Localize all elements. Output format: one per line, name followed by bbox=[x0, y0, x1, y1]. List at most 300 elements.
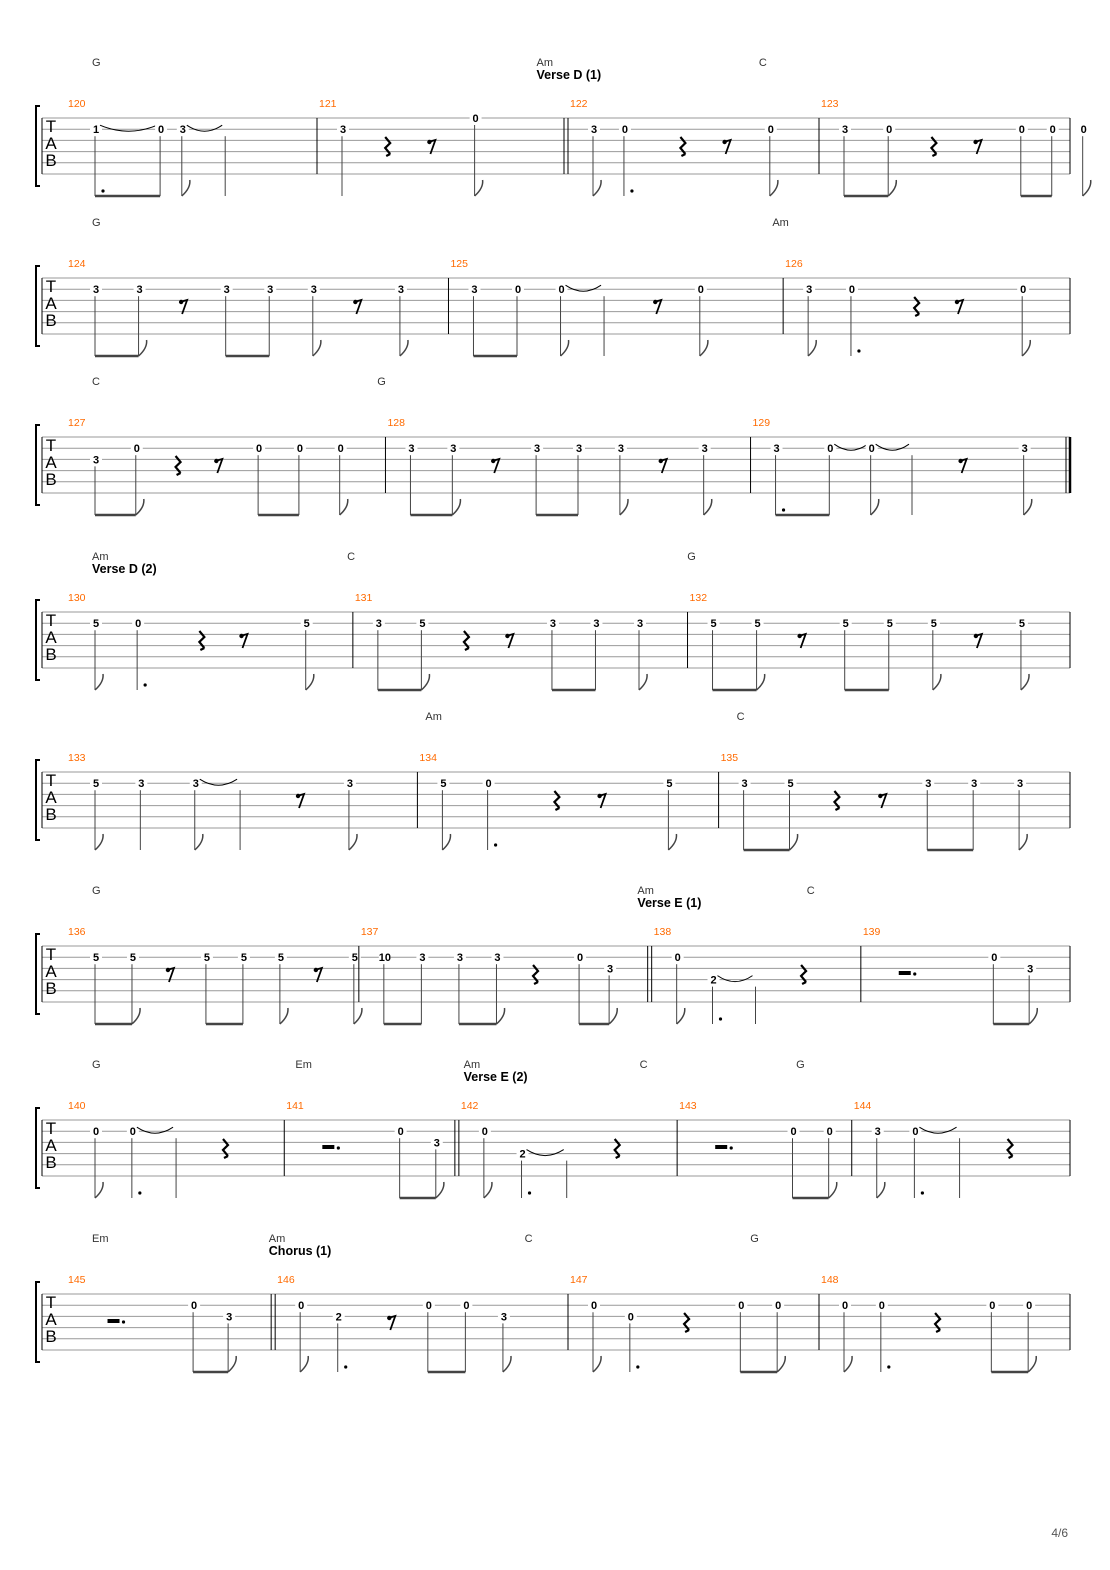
half-rest bbox=[322, 1145, 334, 1149]
fret-number: 0 bbox=[989, 1300, 996, 1313]
dot bbox=[857, 349, 860, 352]
tab-clef-letter: A bbox=[45, 134, 57, 153]
note-flag bbox=[95, 834, 103, 850]
fret-number: 0 bbox=[92, 1126, 100, 1139]
system-bracket bbox=[36, 760, 40, 840]
note-flag bbox=[757, 674, 765, 690]
fret-number: 5 bbox=[1018, 618, 1026, 631]
system-bracket bbox=[36, 425, 40, 505]
note-flag bbox=[668, 834, 676, 850]
measure-number: 125 bbox=[450, 258, 469, 270]
system-bracket bbox=[36, 934, 40, 1014]
quarter-rest bbox=[935, 1313, 940, 1332]
tab-clef-letter: T bbox=[45, 611, 57, 630]
quarter-rest bbox=[1008, 1139, 1013, 1158]
tab-clef-letter: T bbox=[45, 771, 57, 790]
fret-number: 0 bbox=[590, 1300, 598, 1313]
note-flag bbox=[452, 499, 460, 515]
section-label: Verse E (1) bbox=[637, 896, 702, 910]
note-flag bbox=[442, 834, 450, 850]
fret-number: 5 bbox=[303, 618, 310, 631]
fret-number: 5 bbox=[203, 952, 210, 965]
fret-number: 0 bbox=[135, 618, 142, 631]
tab-clef-letter: B bbox=[45, 470, 57, 489]
note-flag bbox=[609, 1008, 617, 1024]
fret-number: 5 bbox=[930, 618, 937, 631]
chord-name: C bbox=[758, 57, 767, 69]
fret-number: 3 bbox=[874, 1126, 881, 1139]
tab-clef-letter: A bbox=[45, 962, 57, 981]
tie bbox=[566, 285, 602, 291]
fret-number: 3 bbox=[397, 284, 404, 297]
measure-number: 147 bbox=[570, 1274, 588, 1286]
system-bracket bbox=[36, 106, 40, 186]
fret-number: 0 bbox=[1018, 124, 1025, 137]
eighth-rest-dot bbox=[505, 634, 509, 638]
half-rest bbox=[899, 971, 911, 975]
fret-number: 3 bbox=[1017, 778, 1024, 791]
fret-number: 5 bbox=[240, 952, 247, 965]
fret-number: 3 bbox=[741, 778, 748, 791]
fret-number: 2 bbox=[710, 974, 717, 987]
fret-number: 3 bbox=[408, 443, 415, 456]
tie bbox=[919, 1127, 956, 1133]
tab-clef-letter: T bbox=[45, 436, 57, 455]
fret-number: 0 bbox=[1080, 124, 1087, 137]
note-flag bbox=[421, 674, 429, 690]
quarter-rest bbox=[385, 137, 390, 156]
note-flag bbox=[195, 834, 203, 850]
chord-name: Am bbox=[536, 57, 554, 69]
note-flag bbox=[132, 1008, 140, 1024]
measure-number: 131 bbox=[354, 592, 373, 604]
chord-name: G bbox=[687, 551, 696, 563]
note-flag bbox=[829, 1182, 837, 1198]
fret-number: 3 bbox=[92, 284, 100, 297]
note-flag bbox=[436, 1182, 444, 1198]
fret-number: 2 bbox=[335, 1311, 342, 1324]
note-flag bbox=[484, 1182, 492, 1198]
fret-number: 0 bbox=[790, 1126, 797, 1139]
fret-number: 0 bbox=[158, 124, 165, 137]
note-flag bbox=[620, 499, 628, 515]
measure-number: 123 bbox=[821, 98, 839, 110]
dot bbox=[528, 1191, 531, 1194]
eighth-rest-dot bbox=[166, 968, 170, 972]
dot bbox=[138, 1191, 141, 1194]
tab-clef-letter: A bbox=[45, 294, 57, 313]
tie bbox=[100, 125, 157, 131]
tie bbox=[718, 976, 753, 982]
tab-system bbox=[36, 711, 1070, 850]
measure-number: 121 bbox=[319, 98, 337, 110]
half-rest bbox=[715, 1145, 727, 1149]
chord-name: Em bbox=[92, 1233, 109, 1245]
section-label: Verse E (2) bbox=[463, 1070, 528, 1084]
fret-number: 3 bbox=[617, 443, 624, 456]
fret-number: 0 bbox=[129, 1126, 136, 1139]
fret-number: 5 bbox=[419, 618, 426, 631]
eighth-rest-dot bbox=[179, 300, 183, 304]
note-flag bbox=[340, 499, 348, 515]
fret-number: 3 bbox=[346, 778, 353, 791]
note-flag bbox=[228, 1356, 236, 1372]
fret-number: 10 bbox=[378, 952, 391, 965]
fret-number: 3 bbox=[471, 284, 478, 297]
fret-number: 5 bbox=[666, 778, 673, 791]
note-flag bbox=[475, 180, 483, 196]
fret-number: 3 bbox=[575, 443, 583, 456]
tie bbox=[200, 779, 237, 785]
tab-clef-letter: T bbox=[45, 117, 57, 136]
fret-number: 0 bbox=[256, 443, 263, 456]
fret-number: 0 bbox=[1049, 124, 1056, 137]
quarter-rest bbox=[834, 791, 839, 810]
note-flag bbox=[95, 674, 103, 690]
tab-clef-letter: B bbox=[45, 805, 57, 824]
note-flag bbox=[1029, 1008, 1037, 1024]
fret-number: 3 bbox=[192, 778, 199, 791]
tie bbox=[137, 1127, 173, 1133]
measure-number: 143 bbox=[679, 1100, 697, 1112]
fret-number: 5 bbox=[92, 952, 100, 965]
fret-number: 5 bbox=[842, 618, 849, 631]
dot bbox=[494, 843, 497, 846]
note-flag bbox=[300, 1356, 308, 1372]
page-number: 4/6 bbox=[1051, 1526, 1068, 1540]
quarter-rest bbox=[801, 965, 806, 984]
quarter-rest bbox=[223, 1139, 228, 1158]
tab-system bbox=[36, 1233, 1070, 1372]
fret-number: 3 bbox=[607, 963, 614, 976]
section-label: Verse D (2) bbox=[92, 562, 157, 576]
rest-dot bbox=[122, 1320, 125, 1323]
note-flag bbox=[844, 1356, 852, 1372]
dot bbox=[344, 1365, 347, 1368]
fret-number: 0 bbox=[738, 1300, 745, 1313]
fret-number: 0 bbox=[1020, 284, 1027, 297]
chord-name: Am bbox=[92, 551, 109, 563]
fret-number: 3 bbox=[310, 284, 317, 297]
tab-clef-letter: B bbox=[45, 1153, 57, 1172]
measure-number: 122 bbox=[570, 98, 588, 110]
fret-number: 0 bbox=[775, 1300, 782, 1313]
fret-number: 3 bbox=[590, 124, 598, 137]
fret-number: 0 bbox=[425, 1300, 432, 1313]
eighth-rest-dot bbox=[353, 300, 357, 304]
dot bbox=[782, 508, 785, 511]
chord-name: G bbox=[92, 217, 101, 229]
note-flag bbox=[1028, 1356, 1036, 1372]
fret-number: 3 bbox=[375, 618, 382, 631]
fret-number: 5 bbox=[440, 778, 447, 791]
eighth-rest-dot bbox=[797, 634, 801, 638]
eighth-rest-dot bbox=[214, 459, 218, 463]
measure-number: 145 bbox=[68, 1274, 86, 1286]
note-flag bbox=[808, 340, 816, 356]
tab-clef-letter: A bbox=[45, 1136, 57, 1155]
fret-number: 3 bbox=[841, 124, 849, 137]
tab-clef-letter: A bbox=[45, 1310, 57, 1329]
fret-number: 0 bbox=[991, 952, 998, 965]
fret-number: 5 bbox=[92, 618, 100, 631]
eighth-rest-dot bbox=[722, 140, 726, 144]
fret-number: 3 bbox=[136, 284, 143, 297]
note-flag bbox=[790, 834, 798, 850]
dot bbox=[101, 189, 104, 192]
fret-number: 0 bbox=[463, 1300, 470, 1313]
note-flag bbox=[1083, 180, 1091, 196]
note-flag bbox=[704, 499, 712, 515]
fret-number: 0 bbox=[827, 443, 834, 456]
chord-name: G bbox=[92, 1059, 101, 1071]
measure-number: 137 bbox=[360, 926, 379, 938]
eighth-rest-dot bbox=[296, 794, 300, 798]
system-bracket bbox=[36, 600, 40, 680]
chord-name: Em bbox=[295, 1059, 312, 1071]
tab-system bbox=[36, 217, 1070, 356]
tie bbox=[876, 444, 909, 450]
tab-clef-letter: B bbox=[45, 1327, 57, 1346]
tab-system bbox=[36, 1059, 1070, 1198]
note-flag bbox=[777, 1356, 785, 1372]
dot bbox=[887, 1365, 890, 1368]
fret-number: 3 bbox=[419, 952, 426, 965]
quarter-rest bbox=[554, 791, 559, 810]
dot bbox=[719, 1017, 722, 1020]
chord-name: Am bbox=[268, 1233, 286, 1245]
eighth-rest-dot bbox=[659, 459, 663, 463]
fret-number: 3 bbox=[179, 124, 186, 137]
quarter-rest bbox=[464, 631, 469, 650]
measure-number: 146 bbox=[277, 1274, 295, 1286]
note-flag bbox=[313, 340, 321, 356]
measure-number: 138 bbox=[653, 926, 672, 938]
tab-clef-letter: A bbox=[45, 788, 57, 807]
measure-number: 132 bbox=[689, 592, 708, 604]
quarter-rest bbox=[199, 631, 204, 650]
fret-number: 3 bbox=[1027, 963, 1034, 976]
measure-number: 134 bbox=[419, 752, 437, 764]
fret-number: 0 bbox=[397, 1126, 404, 1139]
system-bracket bbox=[36, 1108, 40, 1188]
half-rest bbox=[108, 1319, 120, 1323]
fret-number: 3 bbox=[1021, 443, 1028, 456]
tab-clef-letter: B bbox=[45, 645, 57, 664]
quarter-rest bbox=[684, 1313, 689, 1332]
note-flag bbox=[306, 674, 314, 690]
fret-number: 0 bbox=[298, 1300, 305, 1313]
quarter-rest bbox=[533, 965, 538, 984]
fret-number: 3 bbox=[267, 284, 274, 297]
note-flag bbox=[677, 1008, 685, 1024]
fret-number: 0 bbox=[848, 284, 856, 297]
note-flag bbox=[354, 1008, 362, 1024]
fret-number: 0 bbox=[191, 1300, 198, 1313]
fret-number: 0 bbox=[767, 124, 774, 137]
measure-number: 141 bbox=[286, 1100, 304, 1112]
note-flag bbox=[1022, 340, 1030, 356]
measure-number: 139 bbox=[862, 926, 881, 938]
measure-number: 136 bbox=[68, 926, 86, 938]
tab-clef-letter: B bbox=[45, 979, 57, 998]
chord-name: G bbox=[750, 1233, 759, 1245]
tab-system bbox=[36, 57, 1091, 196]
note-flag bbox=[700, 340, 708, 356]
fret-number: 0 bbox=[627, 1311, 634, 1324]
dot bbox=[921, 1191, 924, 1194]
fret-number: 0 bbox=[621, 124, 629, 137]
dot bbox=[636, 1365, 639, 1368]
chord-name: G bbox=[92, 57, 101, 69]
chord-name: C bbox=[806, 885, 815, 897]
tab-clef-letter: A bbox=[45, 628, 57, 647]
tab-clef-letter: A bbox=[45, 453, 57, 472]
dot bbox=[630, 189, 633, 192]
fret-number: 1 bbox=[92, 124, 100, 137]
quarter-rest bbox=[931, 137, 936, 156]
fret-number: 0 bbox=[697, 284, 704, 297]
quarter-rest bbox=[680, 137, 685, 156]
fret-number: 0 bbox=[674, 952, 681, 965]
chord-name: G bbox=[377, 376, 386, 388]
measure-number: 140 bbox=[68, 1100, 86, 1112]
fret-number: 0 bbox=[337, 443, 344, 456]
eighth-rest-dot bbox=[955, 300, 959, 304]
fret-number: 0 bbox=[577, 952, 584, 965]
fret-number: 3 bbox=[971, 778, 978, 791]
note-flag bbox=[1019, 834, 1027, 850]
note-flag bbox=[877, 1182, 885, 1198]
tab-clef-letter: T bbox=[45, 277, 57, 296]
system-bracket bbox=[36, 266, 40, 346]
fret-number: 0 bbox=[912, 1126, 919, 1139]
fret-number: 5 bbox=[129, 952, 137, 965]
note-flag bbox=[639, 674, 647, 690]
fret-number: 3 bbox=[636, 618, 644, 631]
fret-number: 0 bbox=[472, 113, 479, 125]
fret-number: 0 bbox=[485, 778, 492, 791]
note-flag bbox=[871, 499, 879, 515]
chord-name: C bbox=[736, 711, 745, 723]
dot bbox=[144, 683, 147, 686]
fret-number: 3 bbox=[226, 1311, 233, 1324]
fret-number: 3 bbox=[534, 443, 541, 456]
eighth-rest-dot bbox=[597, 794, 601, 798]
eighth-rest-dot bbox=[878, 794, 882, 798]
eighth-rest-dot bbox=[314, 968, 318, 972]
chord-name: Am bbox=[637, 885, 654, 897]
chord-name: G bbox=[92, 885, 101, 897]
rest-dot bbox=[913, 972, 916, 975]
tab-clef-letter: T bbox=[45, 1293, 57, 1312]
fret-number: 3 bbox=[593, 618, 600, 631]
measure-number: 129 bbox=[752, 417, 771, 429]
note-flag bbox=[770, 180, 778, 196]
fret-number: 3 bbox=[806, 284, 813, 297]
measure-number: 135 bbox=[720, 752, 739, 764]
eighth-rest-dot bbox=[239, 634, 243, 638]
section-label: Chorus (1) bbox=[268, 1244, 332, 1258]
tab-clef-letter: B bbox=[45, 151, 57, 170]
fret-number: 5 bbox=[787, 778, 794, 791]
fret-number: 5 bbox=[92, 778, 100, 791]
tab-clef-letter: T bbox=[45, 945, 57, 964]
quarter-rest bbox=[914, 297, 919, 316]
section-label: Verse D (1) bbox=[536, 68, 602, 82]
note-flag bbox=[1021, 674, 1029, 690]
chord-name: C bbox=[347, 551, 356, 563]
eighth-rest-dot bbox=[427, 140, 431, 144]
tab-clef-letter: T bbox=[45, 1119, 57, 1138]
eighth-rest-dot bbox=[973, 140, 977, 144]
fret-number: 0 bbox=[481, 1126, 488, 1139]
note-flag bbox=[280, 1008, 288, 1024]
fret-number: 0 bbox=[878, 1300, 885, 1313]
fret-number: 5 bbox=[351, 952, 358, 965]
measure-number: 120 bbox=[68, 98, 86, 110]
fret-number: 3 bbox=[925, 778, 932, 791]
fret-number: 0 bbox=[296, 443, 303, 456]
fret-number: 0 bbox=[841, 1300, 849, 1313]
fret-number: 5 bbox=[886, 618, 893, 631]
fret-number: 0 bbox=[826, 1126, 833, 1139]
fret-number: 0 bbox=[133, 443, 140, 456]
note-flag bbox=[933, 674, 941, 690]
measure-number: 148 bbox=[821, 1274, 839, 1286]
fret-number: 2 bbox=[519, 1148, 526, 1161]
measure-number: 130 bbox=[68, 592, 86, 604]
eighth-rest-dot bbox=[958, 459, 962, 463]
fret-number: 5 bbox=[277, 952, 284, 965]
note-flag bbox=[1024, 499, 1032, 515]
measure-number: 133 bbox=[68, 752, 86, 764]
note-flag bbox=[888, 180, 896, 196]
measure-number: 144 bbox=[853, 1100, 872, 1112]
fret-number: 3 bbox=[773, 443, 780, 456]
tie bbox=[527, 1150, 564, 1156]
eighth-rest-dot bbox=[387, 1316, 391, 1320]
rest-dot bbox=[730, 1146, 733, 1149]
tab-system bbox=[36, 551, 1070, 690]
note-flag bbox=[136, 499, 144, 515]
eighth-rest-dot bbox=[653, 300, 657, 304]
fret-number: 0 bbox=[558, 284, 565, 297]
chord-name: C bbox=[92, 376, 100, 388]
tie bbox=[834, 444, 867, 450]
quarter-rest bbox=[615, 1139, 620, 1158]
note-flag bbox=[561, 340, 569, 356]
note-flag bbox=[182, 180, 190, 196]
fret-number: 3 bbox=[701, 443, 708, 456]
fret-number: 3 bbox=[138, 778, 145, 791]
eighth-rest-dot bbox=[491, 459, 495, 463]
tab-system bbox=[36, 376, 1070, 515]
note-flag bbox=[139, 340, 147, 356]
note-flag bbox=[593, 180, 601, 196]
fret-number: 3 bbox=[549, 618, 557, 631]
measure-number: 128 bbox=[387, 417, 405, 429]
system-bracket bbox=[36, 1282, 40, 1362]
chord-name: Am bbox=[425, 711, 442, 723]
note-flag bbox=[349, 834, 357, 850]
note-flag bbox=[496, 1008, 504, 1024]
measure-number: 142 bbox=[460, 1100, 479, 1112]
fret-number: 3 bbox=[494, 952, 501, 965]
fret-number: 0 bbox=[886, 124, 893, 137]
fret-number: 0 bbox=[1026, 1300, 1033, 1313]
chord-name: C bbox=[639, 1059, 648, 1071]
